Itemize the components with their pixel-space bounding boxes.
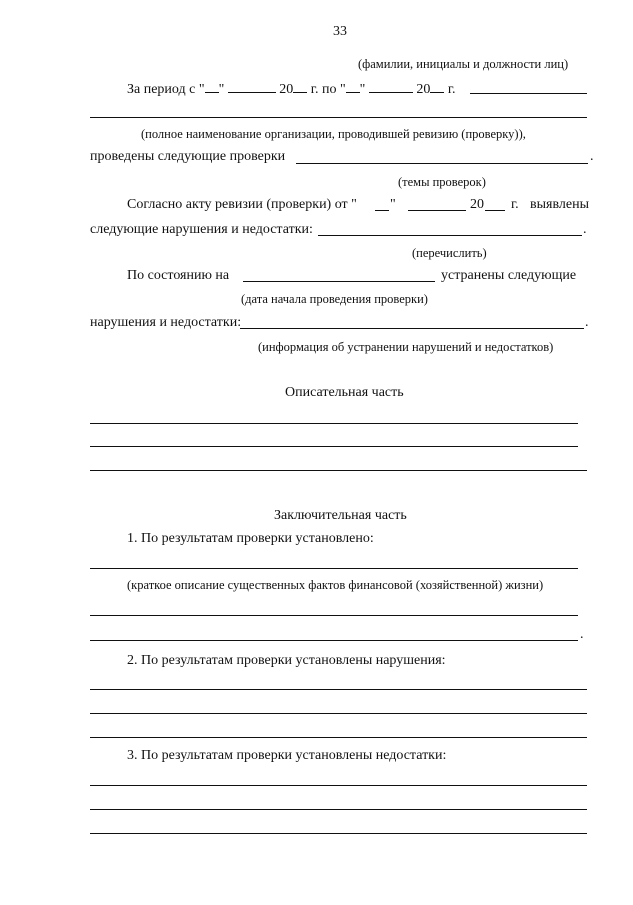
item1-line-1[interactable] <box>90 568 578 569</box>
item1-line-2[interactable] <box>90 615 578 616</box>
day-from-blank[interactable] <box>205 80 219 93</box>
period-year-1: 20 <box>279 82 294 97</box>
period-text-g: г. <box>447 82 456 97</box>
act-text: Согласно акту ревизии (проверки) от " <box>127 197 357 212</box>
status-text: По состоянию на <box>127 268 230 283</box>
period-quote-1: " <box>218 82 225 97</box>
act-g: г. <box>511 197 519 212</box>
final-item-3: 3. По результатам проверки установлены недостатки: <box>127 748 447 763</box>
note-info: (информация об устранении нарушений и недостатков) <box>258 340 554 354</box>
checks-line[interactable] <box>296 163 588 164</box>
item2-line-1[interactable] <box>90 689 587 690</box>
status-info-line[interactable] <box>240 328 584 329</box>
note-item1: (краткое описание существенных фактов финансовой (хозяйственной) жизни) <box>127 578 544 592</box>
period-year-2: 20 <box>416 82 431 97</box>
item3-line-3[interactable] <box>90 833 587 834</box>
item1-line-3[interactable] <box>90 640 578 641</box>
status-line2-label: нарушения и недостатки: <box>90 315 242 330</box>
status-period: . <box>585 315 589 330</box>
note-organization: (полное наименование организации, проводившей ревизию (проверку)), <box>141 127 526 141</box>
act-quote: " <box>390 197 396 212</box>
item3-line-2[interactable] <box>90 809 587 810</box>
year-to-blank[interactable] <box>430 80 444 93</box>
item1-period: . <box>580 627 584 642</box>
day-to-blank[interactable] <box>346 80 360 93</box>
note-list: (перечислить) <box>412 246 487 260</box>
note-date: (дата начала проведения проверки) <box>241 292 428 306</box>
final-title: Заключительная часть <box>274 508 407 523</box>
note-topics: (темы проверок) <box>398 175 486 189</box>
act-year: 20 <box>470 197 484 212</box>
act-day-blank[interactable] <box>375 210 389 211</box>
period-tail-line[interactable] <box>470 93 587 94</box>
act-violations-line[interactable] <box>318 235 582 236</box>
descriptive-title: Описательная часть <box>285 385 404 400</box>
year-from-blank[interactable] <box>293 80 307 93</box>
act-line2-label: следующие нарушения и недостатки: <box>90 222 313 237</box>
status-date-line[interactable] <box>243 281 435 282</box>
item2-line-2[interactable] <box>90 713 587 714</box>
item3-line-1[interactable] <box>90 785 587 786</box>
act-found: выявлены <box>530 197 589 212</box>
act-period: . <box>583 222 587 237</box>
descriptive-line-3[interactable] <box>90 470 587 471</box>
period-line <box>127 80 456 98</box>
period-quote-2: " <box>359 82 366 97</box>
period-text-from: За период с " <box>127 82 205 97</box>
act-month-blank[interactable] <box>408 210 466 211</box>
status-fixed: устранены следующие <box>441 268 577 283</box>
page-number: 33 <box>333 24 347 39</box>
final-item-2: 2. По результатам проверки установлены нарушения: <box>127 653 446 668</box>
period-text-to: г. по " <box>310 82 346 97</box>
final-item-1: 1. По результатам проверки установлено: <box>127 531 374 546</box>
descriptive-line-1[interactable] <box>90 423 578 424</box>
item2-line-3[interactable] <box>90 737 587 738</box>
checks-period: . <box>590 149 594 164</box>
checks-label: проведены следующие проверки <box>90 149 286 164</box>
month-to-blank[interactable] <box>369 80 413 93</box>
organization-line[interactable] <box>90 117 587 118</box>
month-from-blank[interactable] <box>228 80 276 93</box>
act-year-blank[interactable] <box>485 210 505 211</box>
note-persons: (фамилии, инициалы и должности лиц) <box>358 57 569 71</box>
descriptive-line-2[interactable] <box>90 446 578 447</box>
